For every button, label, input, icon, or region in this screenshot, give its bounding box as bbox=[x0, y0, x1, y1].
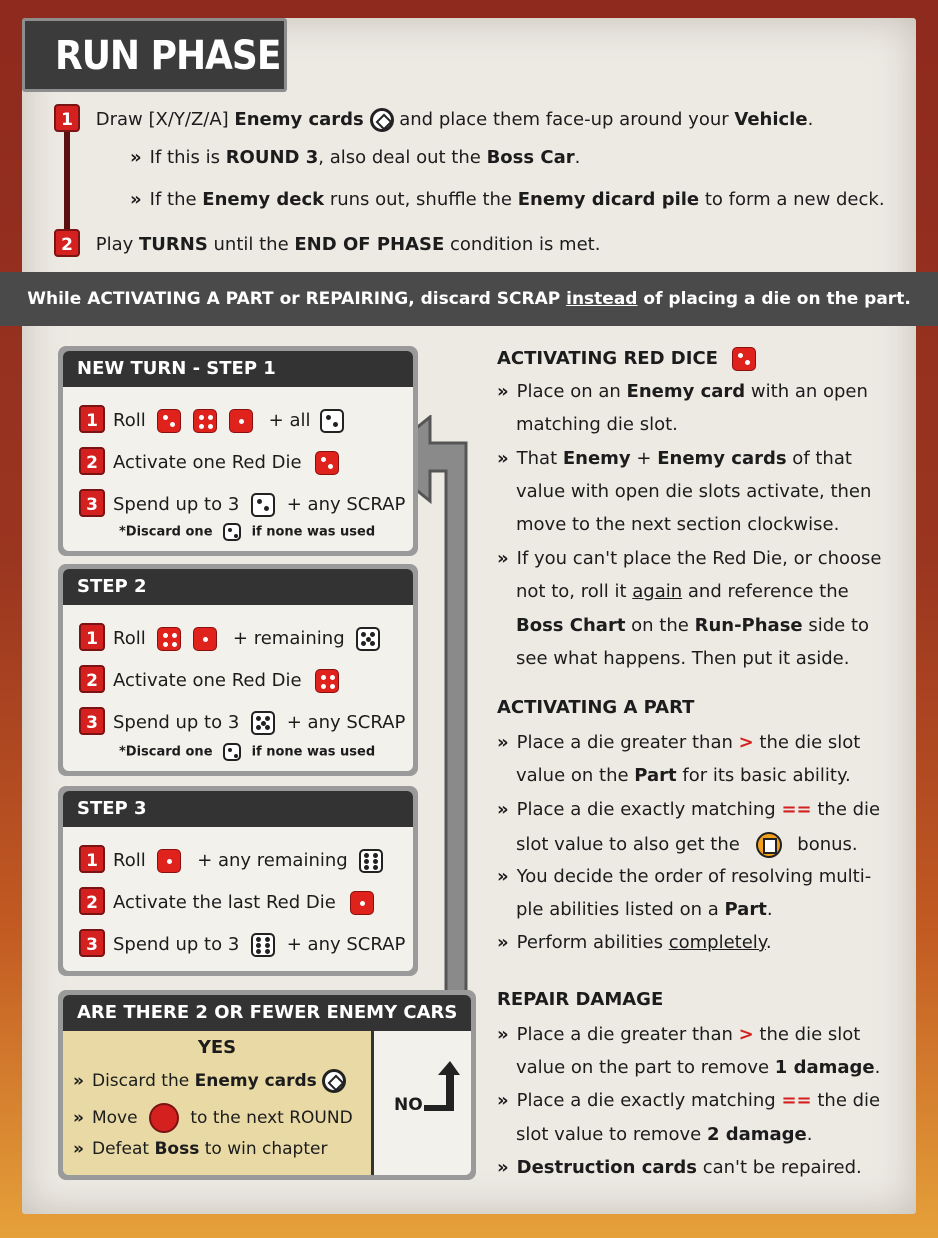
step-2-text-3: condition is met. bbox=[444, 234, 601, 255]
sub1-dot: . bbox=[574, 147, 581, 168]
sub1-text: If this is bbox=[149, 147, 226, 168]
text: the die bbox=[811, 1090, 881, 1111]
red-die-icon bbox=[193, 409, 217, 433]
yes-1-text: Discard the bbox=[91, 1071, 195, 1091]
part-line-3b bbox=[516, 899, 773, 920]
equals-symbol: == bbox=[781, 1090, 812, 1111]
red-die-icon bbox=[157, 849, 181, 873]
boss-car-label: Boss Car bbox=[486, 147, 575, 168]
yes-item-1 bbox=[73, 1069, 346, 1093]
text: slot value to also get the bbox=[516, 834, 740, 855]
turn-3-activate-row bbox=[79, 887, 374, 915]
sub2-text-3: to form a new deck. bbox=[699, 189, 885, 210]
turn-3-roll-row bbox=[79, 845, 383, 873]
red-die-icon bbox=[315, 451, 339, 475]
text: Place a die exactly matching bbox=[516, 1090, 782, 1111]
text: That bbox=[516, 448, 563, 469]
chevron-icon: » bbox=[130, 189, 142, 210]
enemy-icon bbox=[322, 1069, 346, 1093]
step-connector bbox=[64, 130, 70, 230]
white-die-icon bbox=[356, 627, 380, 651]
red-die-icon bbox=[732, 347, 756, 371]
part-line-1b bbox=[516, 765, 851, 786]
red-line-3d: see what happens. Then put it aside. bbox=[516, 648, 850, 669]
text: on the bbox=[625, 615, 695, 636]
part-heading: ACTIVATING A PART bbox=[497, 697, 695, 718]
spend-label: Spend up to 3 bbox=[113, 712, 240, 733]
text: for its basic ability. bbox=[676, 765, 851, 786]
yes-panel bbox=[63, 1031, 371, 1175]
white-die-icon bbox=[251, 493, 275, 517]
chevron-icon: » bbox=[73, 1071, 84, 1091]
spend-tail: + any SCRAP bbox=[286, 934, 406, 955]
sub2-text: If the bbox=[149, 189, 203, 210]
boss-chart-label: Boss Chart bbox=[516, 615, 626, 636]
white-die-icon bbox=[223, 523, 241, 541]
banner-scrap: SCRAP bbox=[496, 289, 561, 309]
yes-1-enemy: Enemy cards bbox=[194, 1071, 317, 1091]
step-1 bbox=[54, 104, 813, 132]
bonus-icon bbox=[756, 832, 782, 858]
round-token-icon bbox=[149, 1103, 179, 1133]
part-line-4 bbox=[497, 932, 772, 953]
turn-step-3-header: STEP 3 bbox=[63, 791, 413, 827]
step-1-text: Draw [X/Y/Z/A] bbox=[95, 109, 235, 130]
spend-label: Spend up to 3 bbox=[113, 494, 240, 515]
two-damage-label: 2 damage bbox=[706, 1124, 807, 1145]
enemy-cards-label: Enemy cards bbox=[657, 448, 787, 469]
roll-label: Roll bbox=[113, 410, 146, 431]
step-2-text-2: until the bbox=[207, 234, 295, 255]
turn-1-spend-row bbox=[79, 489, 405, 517]
text: + bbox=[630, 448, 658, 469]
sub2-text-2: runs out, shuffle the bbox=[324, 189, 518, 210]
text: and reference the bbox=[682, 581, 849, 602]
red-die-icon bbox=[229, 409, 253, 433]
red-line-2a bbox=[497, 448, 852, 469]
red-line-3c bbox=[516, 615, 869, 636]
no-label: NO bbox=[394, 1095, 423, 1115]
spend-label: Spend up to 3 bbox=[113, 934, 240, 955]
chevron-icon: » bbox=[497, 866, 509, 887]
roll-label: Roll bbox=[113, 850, 146, 871]
red-line-1b: matching die slot. bbox=[516, 414, 678, 435]
roll-tail: + all bbox=[268, 410, 311, 431]
row-number: 2 bbox=[79, 665, 105, 693]
red-line-2c: move to the next section clockwise. bbox=[516, 514, 840, 535]
turn-step-1-box bbox=[58, 346, 418, 556]
red-line-1a bbox=[497, 381, 868, 402]
banner-instead: instead bbox=[566, 289, 638, 309]
equals-symbol: == bbox=[781, 799, 812, 820]
turn-step-2-header: STEP 2 bbox=[63, 569, 413, 605]
chevron-icon: » bbox=[73, 1139, 84, 1159]
white-die-icon bbox=[251, 711, 275, 735]
text: can't be repaired. bbox=[696, 1157, 862, 1178]
yes-2-text-2: to the next ROUND bbox=[190, 1108, 353, 1128]
red-die-icon bbox=[193, 627, 217, 651]
spend-tail: + any SCRAP bbox=[286, 494, 406, 515]
repair-line-2b bbox=[516, 1124, 813, 1145]
turn-3-spend-row bbox=[79, 929, 405, 957]
turn-1-roll-row bbox=[79, 405, 344, 433]
text: the die slot bbox=[753, 1024, 861, 1045]
red-die-icon bbox=[315, 669, 339, 693]
greater-than-symbol: > bbox=[738, 1024, 754, 1045]
red-line-3a bbox=[497, 548, 882, 569]
text: side to bbox=[802, 615, 870, 636]
banner-mid: , discard bbox=[408, 289, 497, 309]
enemy-cards-label: Enemy cards bbox=[234, 109, 364, 130]
turns-label: TURNS bbox=[139, 234, 208, 255]
banner-text: While bbox=[27, 289, 88, 309]
completely-label: completely bbox=[668, 932, 766, 953]
note-post: if none was used bbox=[251, 524, 376, 540]
yes-3-boss: Boss bbox=[154, 1139, 200, 1159]
destruction-cards-label: Destruction cards bbox=[516, 1157, 697, 1178]
step-1-text-2: and place them face-up around your bbox=[393, 109, 735, 130]
one-damage-label: 1 damage bbox=[774, 1057, 875, 1078]
text: Place a die exactly matching bbox=[516, 799, 782, 820]
text: slot value to remove bbox=[516, 1124, 707, 1145]
chevron-icon: » bbox=[497, 1090, 509, 1111]
chevron-icon: » bbox=[497, 448, 509, 469]
text: the die slot bbox=[753, 732, 861, 753]
enemy-card-label: Enemy card bbox=[626, 381, 746, 402]
turn-1-activate-row bbox=[79, 447, 339, 475]
chevron-icon: » bbox=[497, 1024, 509, 1045]
red-line-3b bbox=[516, 581, 849, 602]
text: value on the bbox=[516, 765, 635, 786]
roll-tail: + any remaining bbox=[197, 850, 348, 871]
roll-tail: + remaining bbox=[232, 628, 345, 649]
enemy-icon bbox=[370, 108, 394, 132]
part-line-2b bbox=[516, 832, 858, 858]
row-number: 1 bbox=[79, 405, 105, 433]
text: Perform abilities bbox=[516, 932, 669, 953]
text: Place a die greater than bbox=[516, 732, 739, 753]
up-arrow-icon bbox=[424, 1061, 460, 1111]
chevron-icon: » bbox=[497, 381, 509, 402]
enemy-deck-label: Enemy deck bbox=[202, 189, 325, 210]
red-dice-heading-text: ACTIVATING RED DICE bbox=[497, 348, 718, 369]
enemy-label: Enemy bbox=[562, 448, 631, 469]
activate-label: Activate the last Red Die bbox=[113, 892, 336, 913]
part-label: Part bbox=[634, 765, 677, 786]
round-end-header: ARE THERE 2 OR FEWER ENEMY CARS bbox=[63, 995, 471, 1031]
text: Place on an bbox=[516, 381, 627, 402]
note-pre: *Discard one bbox=[119, 744, 213, 760]
red-die-icon bbox=[157, 409, 181, 433]
greater-than-symbol: > bbox=[738, 732, 754, 753]
row-number: 1 bbox=[79, 845, 105, 873]
turn-2-spend-row bbox=[79, 707, 405, 735]
turn-step-3-box bbox=[58, 786, 418, 976]
white-die-icon bbox=[320, 409, 344, 433]
chevron-icon: » bbox=[130, 147, 142, 168]
step-number-1: 1 bbox=[54, 104, 80, 132]
row-number: 3 bbox=[79, 489, 105, 517]
turn-1-note bbox=[119, 523, 375, 541]
step-1-sub-1 bbox=[130, 147, 580, 168]
text: . bbox=[806, 1124, 813, 1145]
vehicle-label: Vehicle bbox=[734, 109, 808, 130]
red-dice-heading bbox=[497, 347, 756, 371]
turn-2-activate-row bbox=[79, 665, 339, 693]
part-line-2a bbox=[497, 799, 880, 820]
white-die-icon bbox=[223, 743, 241, 761]
repair-line-1b bbox=[516, 1057, 880, 1078]
step-1-sub-2 bbox=[130, 189, 885, 210]
round-end-box bbox=[58, 990, 476, 1180]
step-2 bbox=[54, 229, 600, 257]
scrap-banner bbox=[0, 272, 938, 326]
part-line-3a bbox=[497, 866, 871, 887]
row-number: 3 bbox=[79, 707, 105, 735]
no-panel bbox=[371, 1031, 471, 1175]
yes-3-text-2: to win chapter bbox=[199, 1139, 328, 1159]
text: Place a die greater than bbox=[516, 1024, 739, 1045]
text: of that bbox=[786, 448, 852, 469]
turn-step-1-header: NEW TURN - STEP 1 bbox=[63, 351, 413, 387]
text: not to, roll it bbox=[516, 581, 633, 602]
enemy-discard-label: Enemy dicard pile bbox=[517, 189, 700, 210]
repair-line-3 bbox=[497, 1157, 862, 1178]
white-die-icon bbox=[251, 933, 275, 957]
row-number: 2 bbox=[79, 447, 105, 475]
page-title: RUN PHASE bbox=[55, 33, 281, 79]
yes-item-2 bbox=[73, 1103, 353, 1133]
text: You decide the order of resolving multi- bbox=[516, 866, 872, 887]
row-number: 2 bbox=[79, 887, 105, 915]
yes-label: YES bbox=[197, 1037, 237, 1058]
row-number: 1 bbox=[79, 623, 105, 651]
banner-activating: ACTIVATING A PART bbox=[87, 289, 274, 309]
sub1-text-2: , also deal out the bbox=[318, 147, 487, 168]
part-line-1a bbox=[497, 732, 860, 753]
red-die-icon bbox=[157, 627, 181, 651]
text: the die bbox=[811, 799, 881, 820]
step-number-2: 2 bbox=[54, 229, 80, 257]
step-2-text: Play bbox=[95, 234, 139, 255]
yes-item-3 bbox=[73, 1139, 327, 1159]
part-label: Part bbox=[724, 899, 767, 920]
repair-line-1a bbox=[497, 1024, 860, 1045]
text: . bbox=[765, 932, 772, 953]
yes-3-text: Defeat bbox=[91, 1139, 155, 1159]
text: . bbox=[766, 899, 773, 920]
text: bonus. bbox=[797, 834, 858, 855]
activate-label: Activate one Red Die bbox=[113, 452, 302, 473]
red-die-icon bbox=[350, 891, 374, 915]
repair-line-2a bbox=[497, 1090, 880, 1111]
chevron-icon: » bbox=[497, 732, 509, 753]
repair-heading: REPAIR DAMAGE bbox=[497, 989, 664, 1010]
banner-or: or bbox=[273, 289, 306, 309]
run-phase-label: Run-Phase bbox=[694, 615, 803, 636]
roll-label: Roll bbox=[113, 628, 146, 649]
white-die-icon bbox=[359, 849, 383, 873]
text: If you can't place the Red Die, or choose bbox=[516, 548, 882, 569]
title-tab bbox=[22, 18, 287, 92]
turn-step-2-box bbox=[58, 564, 418, 776]
text: ple abilities listed on a bbox=[516, 899, 725, 920]
end-of-phase-label: END OF PHASE bbox=[294, 234, 445, 255]
text: with an open bbox=[745, 381, 868, 402]
activate-label: Activate one Red Die bbox=[113, 670, 302, 691]
chevron-icon: » bbox=[497, 1157, 509, 1178]
turn-2-roll-row bbox=[79, 623, 380, 651]
chevron-icon: » bbox=[73, 1108, 84, 1128]
text: . bbox=[874, 1057, 881, 1078]
chevron-icon: » bbox=[497, 548, 509, 569]
banner-post: of placing a die on the part. bbox=[637, 289, 911, 309]
chevron-icon: » bbox=[497, 799, 509, 820]
note-post: if none was used bbox=[251, 744, 376, 760]
turn-2-note bbox=[119, 743, 375, 761]
chevron-icon: » bbox=[497, 932, 509, 953]
step-1-dot: . bbox=[807, 109, 814, 130]
text: value on the part to remove bbox=[516, 1057, 775, 1078]
again-label: again bbox=[632, 581, 683, 602]
banner-repairing: REPAIRING bbox=[305, 289, 409, 309]
spend-tail: + any SCRAP bbox=[286, 712, 406, 733]
row-number: 3 bbox=[79, 929, 105, 957]
note-pre: *Discard one bbox=[119, 524, 213, 540]
yes-2-text: Move bbox=[91, 1108, 138, 1128]
red-line-2b: value with open die slots activate, then bbox=[516, 481, 872, 502]
round-3-label: ROUND 3 bbox=[225, 147, 319, 168]
